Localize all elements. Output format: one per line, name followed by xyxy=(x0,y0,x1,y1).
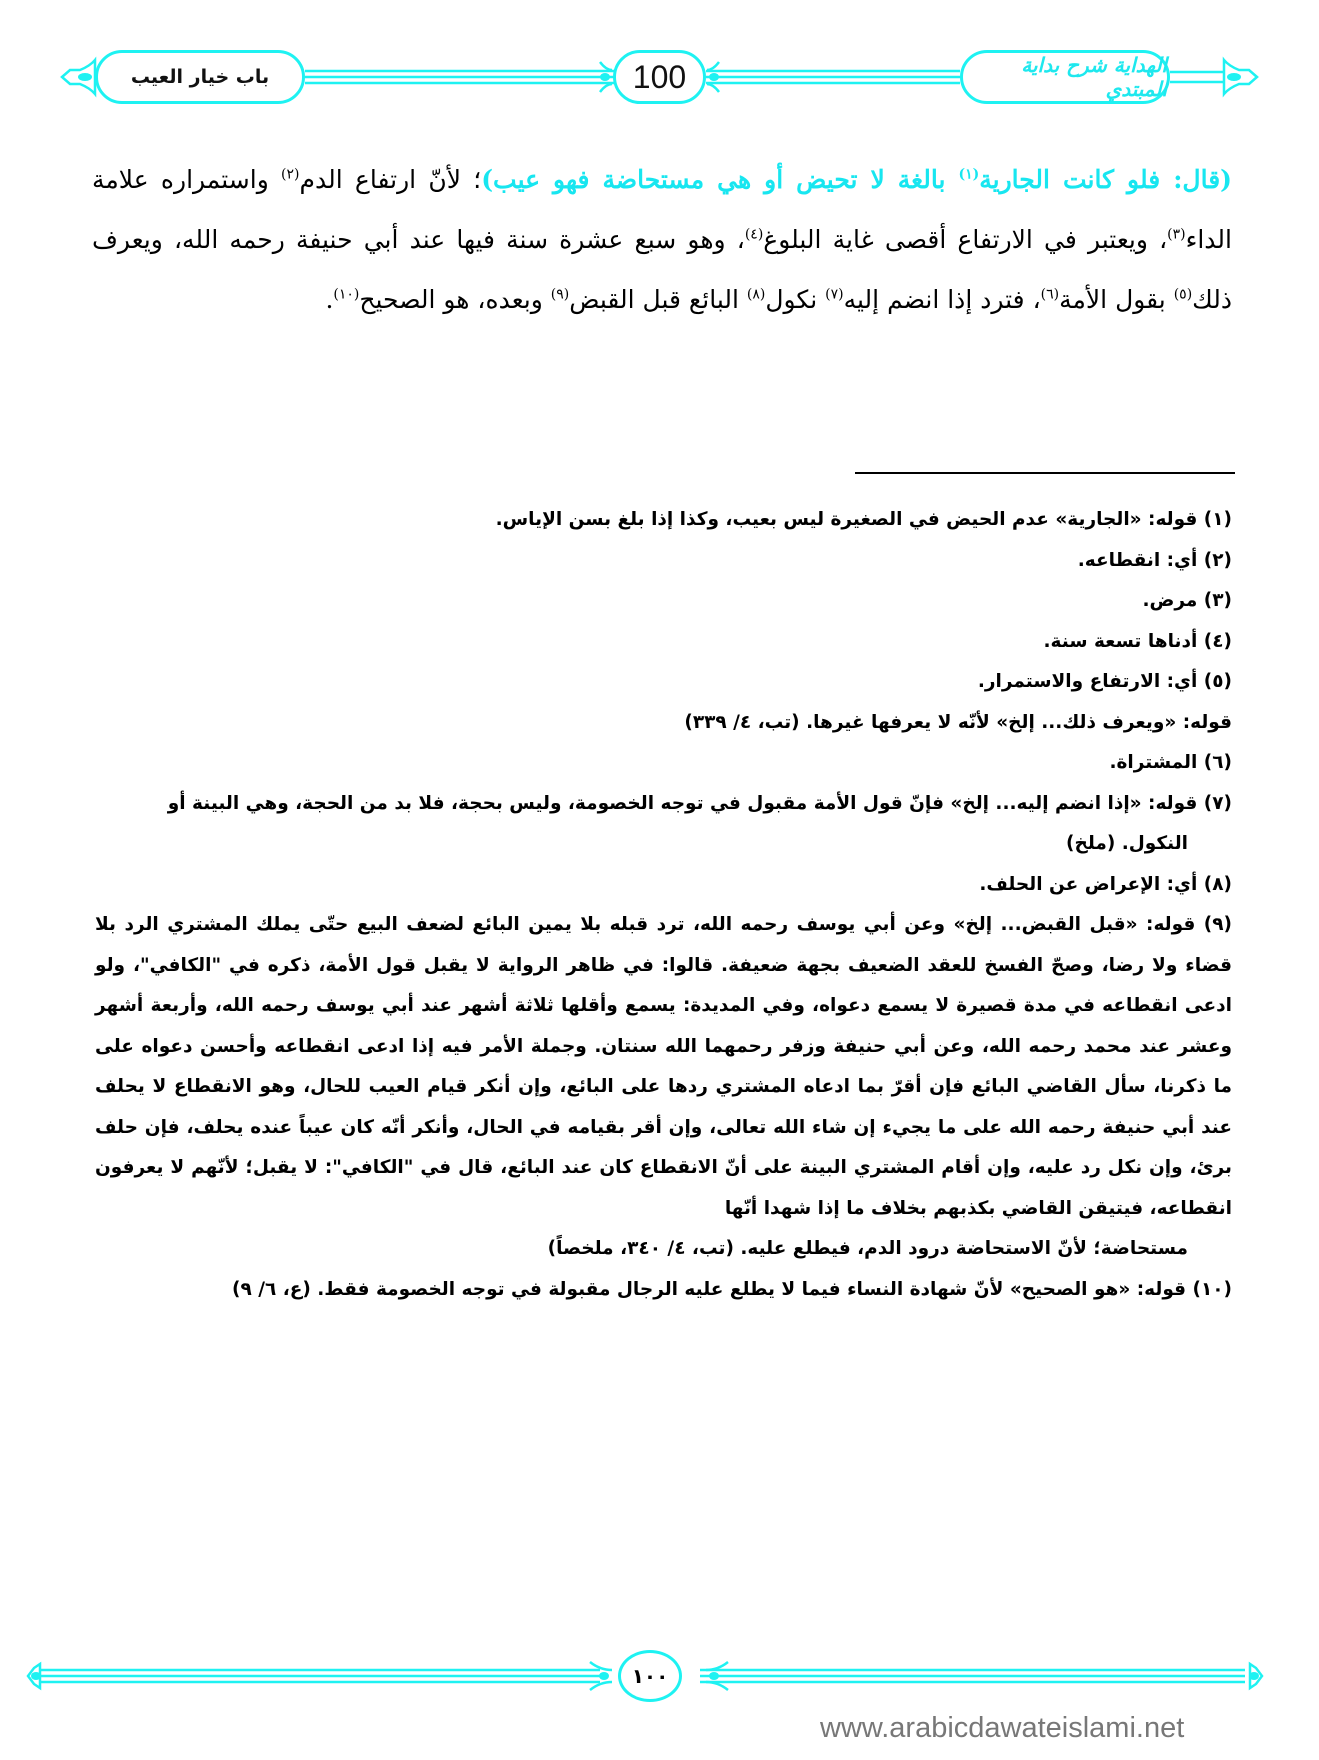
footnote-8: (٨) أي: الإعراض عن الحلف. xyxy=(979,873,1232,895)
footnote-ref-1[interactable]: (١) xyxy=(958,166,980,183)
footnote-9: (٩) قوله: «قبل القبض... إلخ» وعن أبي يوسف رحمه الله، ترد قبله بلا يمين البائع لضعف البيع حتّى يملك المشتري الرد بلا قضاء ولا رضا، وصحّ الفسخ للعقد الضعيف بجهة ضعيفة. قالوا: في ظاهر الرواية لا يقبل قول الأمة، ذكره في "الكافي"، ولو ادعى انقطاعه في مدة قصيرة لا يسمع دعواه، وفي المديدة: يسمع وأقلها ثلاثة أشهر عند أبي يوسف رحمه الله، وأربعة أشهر وعشر عند محمد رحمه الله، وعن أبي حنيفة وزفر رحمهما الله سنتان. وجملة الأمر فيه إذا ادعى انقطاعه وأحسن دعواه على ما ذكرنا، سأل القاضي البائع فإن أقرّ بما ادعاه المشتري ردها على البائع، وإن أنكر قيام العيب للحال، وهو الانقطاع لا يحلف عند أبي حنيفة رحمه الله على ما يجيء إن شاء الله تعالى، وإن أقر بقيامه في الحال، وأنكر أنّه كان عيباً عنده يحلف، فإن حلف برئ، وإن نكل رد عليه، وإن أقام المشتري البينة على أنّ الانقطاع كان عند البائع، قال في "الكافي": لا يقبل؛ لأنّهم لا يعرفون انقطاعه، فيتيقن القاضي بكذبهم بخلاف ما إذا شهدا أنّها xyxy=(95,914,1232,1219)
chapter-title: باب خيار العيب xyxy=(130,66,270,88)
footnote-1: (١) قوله: «الجارية» عدم الحيض في الصغيرة ليس بعيب، وكذا إذا بلغ بسن الإياس. xyxy=(495,509,1232,530)
commentary-text: ، وهو سبع عشرة سنة فيها عند أبي حنيفة رحمه الله، ويعرف ذلك xyxy=(92,225,1232,314)
commentary-text: بقول الأمة xyxy=(1059,285,1174,314)
footnote-5: (٥) أي: الارتفاع والاستمرار. xyxy=(977,671,1232,692)
footnote-2: (٢) أي: انقطاعه. xyxy=(1077,549,1232,571)
footnote-7: (٧) قوله: «إذا انضم إليه... إلخ» فإنّ قول الأمة مقبول في توجه الخصومة، وليس بحجة، فلا بد من الحجة، وهي البينة أو xyxy=(167,792,1232,814)
footnote-7-continuation: النكول. (ملخ) xyxy=(1066,833,1188,854)
footnote-ref-3[interactable]: (٣) xyxy=(1167,226,1186,243)
footnote-10: (١٠) قوله: «هو الصحيح» لأنّ شهادة النساء فيما لا يطلع عليه الرجال مقبولة في توجه الخصومة فقط. (ع، ٦/ ٩) xyxy=(231,1278,1232,1300)
commentary-text: ، فترد إذا انضم إليه xyxy=(843,285,1041,314)
commentary-text: البائع قبل القبض xyxy=(569,285,747,314)
footnotes xyxy=(95,500,1232,1310)
footnote-ref-2[interactable]: (٢) xyxy=(281,166,300,183)
commentary-text: ؛ لأنّ ارتفاع الدم xyxy=(299,165,482,194)
book-title: الهداية شرح بداية المبتدي xyxy=(1021,53,1167,101)
commentary-text: نكول xyxy=(765,285,826,314)
footnote-3: (٣) مرض. xyxy=(1142,590,1232,611)
footer-page-number: ١٠٠ xyxy=(631,1664,669,1688)
footnote-ref-7[interactable]: (٧) xyxy=(825,286,844,303)
footnote-ref-4[interactable]: (٤) xyxy=(744,226,764,243)
website-watermark[interactable]: www.arabicdawateislami.net xyxy=(820,1712,1185,1744)
book-title-box xyxy=(960,50,1170,104)
footnote-ref-9[interactable]: (٩) xyxy=(550,286,570,303)
page-header xyxy=(0,0,1319,120)
footnote-ref-5[interactable]: (٥) xyxy=(1173,286,1193,303)
main-paragraph xyxy=(92,150,1232,330)
page-number-box xyxy=(613,50,706,104)
chapter-title-box xyxy=(95,50,305,104)
matn-quote-a: (قال: فلو كانت الجارية xyxy=(979,165,1232,194)
footnote-ref-6[interactable]: (٦) xyxy=(1040,286,1060,303)
commentary-text: . xyxy=(325,285,334,314)
commentary-text: وبعده، هو الصحيح xyxy=(359,285,551,314)
footnote-9-continuation: مستحاضة؛ لأنّ الاستحاضة درود الدم، فيطلع عليه. (تب، ٤/ ٣٤٠، ملخصاً) xyxy=(547,1238,1188,1259)
footnote-divider xyxy=(855,472,1235,474)
matn-quote-b: بالغة لا تحيض أو هي مستحاضة فهو عيب) xyxy=(481,165,959,194)
footnote-ref-10[interactable]: (١٠) xyxy=(333,286,360,303)
commentary-text: واستمراره علامة الداء xyxy=(92,165,1232,254)
page-number: 100 xyxy=(632,58,687,95)
page-footer xyxy=(0,1640,1319,1744)
footnote-6: (٦) المشتراة. xyxy=(1109,752,1232,773)
footnote-4: (٤) أدناها تسعة سنة. xyxy=(1043,630,1232,652)
commentary-text: ، ويعتبر في الارتفاع أقصى غاية البلوغ xyxy=(763,225,1168,254)
footnote-5-extra: قوله: «ويعرف ذلك... إلخ» لأنّه لا يعرفها غيرها. (تب، ٤/ ٣٣٩) xyxy=(684,711,1232,733)
footnote-ref-8[interactable]: (٨) xyxy=(746,286,766,303)
main-text xyxy=(92,150,1232,330)
footer-page-number-box xyxy=(618,1650,682,1702)
